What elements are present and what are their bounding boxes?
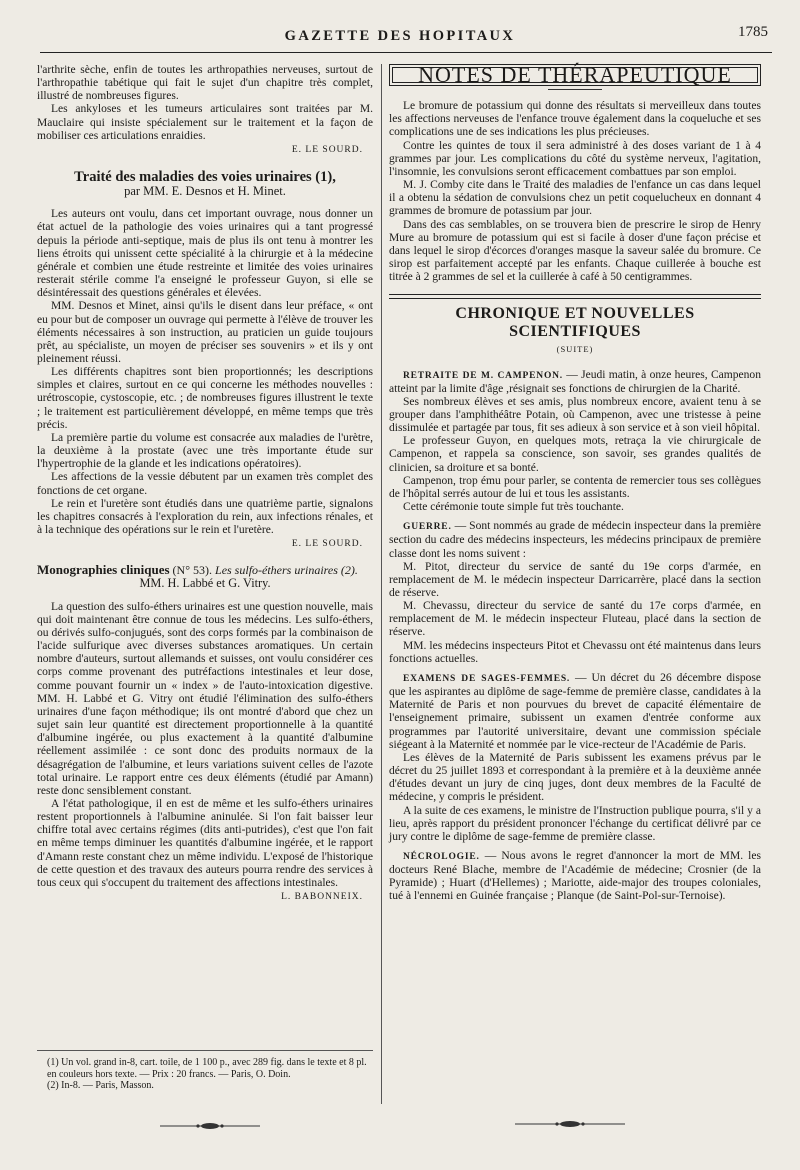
monograph-number: (N° 53).	[172, 563, 213, 578]
paragraph: Les auteurs ont voulu, dans cet important ouvrage, nous donner un état actuel de la pathologie des voies urinaires qui a tant progressé depuis la période anti-septique, mais de plus ils ont tenu à montrer les liens étroits qui unissent cette spécialité à la chirurgie et à la médecine générale et combien une étude restreinte et limitée des voies urinaires resterait stérile comme l'a enseigné le professeur Guyon, si elle se désintéressait des questions générales et élevées.	[37, 208, 373, 300]
footnote: (2) In-8. — Paris, Masson.	[47, 1080, 154, 1092]
paragraph: Ses nombreux élèves et ses amis, plus nombreux encore, avaient tenu à se grouper dans l'amphithéâtre Potain, où Campenon, avec une tristesse à peine dissimulée et partagée par tous, fit ses adieux à son service et à son vieil hôpital.	[389, 395, 761, 435]
chronique-subtitle: (SUITE)	[556, 344, 594, 355]
signature: E. LE SOURD.	[291, 144, 363, 155]
section-title-box	[389, 64, 761, 86]
footnote: (1) Un vol. grand in-8, cart. toile, de 1 100 p., avec 289 fig. dans le texte et 8 pl. en couleurs hors texte. — Prix : 20 francs. — Paris, O. Doin.	[47, 1057, 367, 1080]
paragraph: Les ankyloses et les tumeurs articulaires sont traitées par M. Mauclaire qui insiste spécialement sur le traitement et la façon de mobiliser ces articulations enraidies.	[37, 103, 373, 142]
news-item: RETRAITE DE M. CAMPENON. — Jeudi matin, à onze heures, Campenon atteint par la limite d'âge ,résignait ses fonctions de chirurgien de la Charité.	[389, 368, 761, 395]
paragraph: Campenon, trop ému pour parler, se contenta de remercier tous ses collègues de l'hôpital serrés autour de lui et tous les assistants.	[389, 474, 761, 500]
paragraph: La question des sulfo-éthers urinaires est une question nouvelle, mais qui doit maintenant être connue de tous les médecins. Les sulfo-éthers, ou dérivés sulfo-conjugués, sont des corps formés par la combinaison de l'acide sulfurique avec diverses substances aromatiques. Un certain nombre d'auteurs, surtout allemands et suisses, ont voulu considérer ces corps comme provenant des putréfactions intestinales et leur dose, comme pouvant fournir un « index » de l'auto-intoxication digestive. MM. H. Labbé et G. Vitry ont étudié l'élimination des sulfo-éthers urinaires d'une façon méthodique; ils ont montré d'abord que chez un sujet sain leur quantité est directement proportionnelle à la quantité d'albumine ingérée, ou plus exactement à la quantité d'albumine réellement assimilée : ce sont donc des produits normaux de la désagrégation de l'albumine, et leurs variations suivent celles de l'azote total urinaire. Le rapport entre ces deux éléments (étudié par Amann) reste donc sensiblement constant.	[37, 600, 373, 797]
double-rule	[389, 294, 761, 299]
monograph-authors: MM. H. Labbé et G. Vitry.	[139, 576, 271, 591]
paragraph: M. Chevassu, directeur du service de santé du 17e corps d'armée, en remplacement de M. le médecin inspecteur Fluteau, placé dans la section de réserve.	[389, 600, 761, 639]
signature: L. BABONNEIX.	[281, 892, 363, 903]
news-item: GUERRE. — Sont nommés au grade de médecin inspecteur dans la première section du cadre des médecins inspecteurs, les médecins principaux de première classe dont les noms suivent :	[389, 520, 761, 560]
news-lead: EXAMENS DE SAGES-FEMMES.	[403, 673, 571, 684]
paragraph: A l'état pathologique, il en est de même et les sulfo-éthers urinaires restent proportionnels à l'albumine aninulée. Si l'on fait baisser leur chiffre total avec certains régimes (dits anti-putrides), c'est que l'on fait en même temps diminuer les quantités d'albumine ingérée, et le rapport d'Amann reste constant chez un même individu. L'exposé de l'historique de cette question et des travaux des auteurs pourra rendre des services à tous ceux qui s'occupent du traitement des affections intestinales.	[37, 797, 373, 889]
paragraph: MM. les médecins inspecteurs Pitot et Chevassu ont été maintenus dans leurs fonctions actuelles.	[389, 639, 761, 665]
paragraph: A la suite de ces examens, le ministre de l'Instruction publique pourra, s'il y a lieu, après rapport du président prononcer l'échange du certificat délivré par ce jury contre le diplôme de sage-femme de première classe.	[389, 804, 761, 843]
section-title: NOTES DE THÉRAPEUTIQUE	[392, 67, 758, 83]
paragraph: M. Pitot, directeur du service de santé du 19e corps d'armée, en remplacement de M. le médecin inspecteur Darricarrère, placé dans la section de réserve.	[389, 560, 761, 599]
news-lead: GUERRE.	[403, 522, 452, 533]
paragraph: Les différents chapitres sont bien proportionnés; les descriptions simples et claires, surtout en ce qui concerne les méthodes nouvelles : urétroscopie, cystoscopie, etc. ; de nombreuses figures illustrent le texte ; le traitement est particulièrement développé, en même temps que très précis.	[37, 366, 373, 431]
paragraph: Le rein et l'uretère sont étudiés dans une quatrième partie, signalons les chapitres consacrés à l'exploration du rein, aux infections rénales, et à la technique des opérations sur le rein et l'uretère.	[37, 497, 373, 536]
paragraph: Les élèves de la Maternité de Paris subissent les examens prévus par le décret du 25 juillet 1893 et correspondant à la première et à la deuxième année d'études devant un jury de cinq juges, dont deux membres de la Faculté de médecine, y compris le président.	[389, 751, 761, 804]
paragraph: La première partie du volume est consacrée aux maladies de l'urètre, la deuxième à la prostate (avec une très importante étude sur l'hypertrophie de la glande et les indications opératoires).	[37, 431, 373, 471]
ornament-divider	[515, 1120, 625, 1128]
news-lead: RETRAITE DE M. CAMPENON.	[403, 370, 563, 381]
paragraph: Les affections de la vessie débutent par un examen très complet des fonctions de cet organe.	[37, 471, 373, 497]
header-rule	[40, 52, 772, 53]
paragraph: Le professeur Guyon, en quelques mots, retraça la vie chirurgicale de Campenon, et rappela sa conscience, son savoir, ses grandes qualités de clinicien, sa droiture et sa bonté.	[389, 435, 761, 474]
monograph-title: Monographies cliniques	[37, 562, 170, 578]
paragraph: Contre les quintes de toux il sera administré à des doses variant de 1 à 4 grammes par jour. Les complications du côté du système nerveux, l'agitation, l'insomnie, les convulsions seront efficacement combattues par son emploi.	[389, 139, 761, 178]
paragraph: Cette cérémonie toute simple fut très touchante.	[403, 501, 624, 514]
running-head	[0, 24, 800, 50]
news-item: EXAMENS DE SAGES-FEMMES. — Un décret du 26 décembre dispose que les aspirantes au diplôme de sage-femme de première classe, candidates à la Maternité de Paris et non pourvues du brevet de capacité élémentaire de l'enseignement primaire, subissent un examen d'entrée conforme aux programmes par l'autorité universitaire, devant une commission spéciale siégeant à la Maternité et nommée par le vice-recteur de l'Académie de Paris.	[389, 671, 761, 751]
news-item: NÉCROLOGIE. — Nous avons le regret d'annoncer la mort de MM. les docteurs René Blache, membre de l'Académie de médecine; Crosnier (de la Pyramide) ; Huart (d'Hellemes) ; Mariotte, aide-major des troupes coloniales, tué à l'ennemi en Guinée française ; Planque (de Saint-Pol-sur-Ternoise).	[389, 849, 761, 903]
article-authors: par MM. E. Desnos et H. Minet.	[124, 184, 286, 199]
column-divider	[381, 64, 382, 1104]
ornament-divider	[160, 1122, 260, 1130]
signature: E. LE SOURD.	[291, 539, 363, 550]
paragraph: MM. Desnos et Minet, ainsi qu'ils le disent dans leur préface, « ont eu pour but de composer un ouvrage qui permette à l'élève de trouver les éléments nécessaires à son instruction, au praticien un guide toujours prêt, au spécialiste, un moyen de préciser ses souvenirs » et ils y ont pleinement réussi.	[37, 300, 373, 365]
article-title: Traité des maladies des voies urinaires (1),	[74, 169, 336, 186]
paragraph: Dans des cas semblables, on se trouvera bien de prescrire le sirop de Henry Mure au bromure de potassium qui est si facile à doser d'une façon précise et dans lequel le sirop d'écorces d'oranges masque la saveur salée du bromure. Ce sirop est parfaitement accepté par les enfants. Chaque cuillerée à bouche est titrée à 2 grammes de sel et la cuillerée à café à 50 centigrammes.	[389, 218, 761, 284]
news-lead: NÉCROLOGIE.	[403, 851, 480, 862]
paragraph: l'arthrite sèche, enfin de toutes les arthropathies nerveuses, surtout de l'arthropathie tabétique qui fait le sujet d'un chapitre très complet, illustré de nombreuses figures.	[37, 64, 373, 103]
right-column	[389, 64, 761, 904]
monograph-heading	[37, 563, 373, 577]
page-number: 1785	[738, 24, 768, 40]
paragraph: Le bromure de potassium qui donne des résultats si merveilleux dans toutes les affections nerveuses de l'enfance trouve également dans la coqueluche et ses complications une de ses indications les plus précieuses.	[389, 100, 761, 139]
monograph-subtitle: Les sulfo-éthers urinaires (2).	[215, 563, 358, 578]
short-rule	[548, 89, 602, 90]
footnotes	[37, 1050, 373, 1092]
journal-title: GAZETTE DES HOPITAUX	[284, 28, 516, 44]
left-column	[37, 64, 373, 904]
footnote-rule	[37, 1050, 373, 1051]
chronique-title: CHRONIQUE ET NOUVELLES SCIENTIFIQUES	[455, 305, 695, 341]
paragraph: M. J. Comby cite dans le Traité des maladies de l'enfance un cas dans lequel il a obtenu la sédation de convulsions chez un petit coquelucheux en donnant 4 grammes de bromure de potassium par jour.	[389, 179, 761, 218]
